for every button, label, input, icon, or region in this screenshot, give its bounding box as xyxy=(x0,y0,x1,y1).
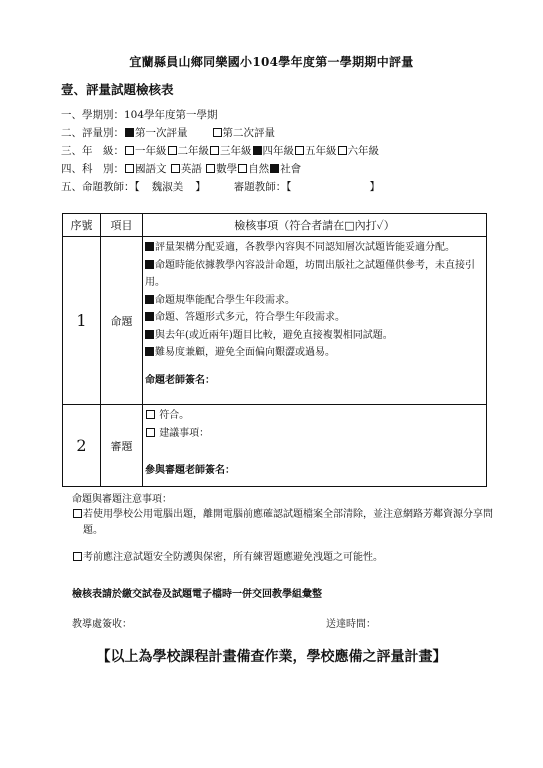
exam-line xyxy=(61,125,275,140)
receipt-label: 教導處簽收： xyxy=(72,619,132,630)
note-2: 考前應注意試題安全防護與保密，所有練習題應避免洩題之可能性。 xyxy=(72,548,383,563)
header-item: 項目 xyxy=(101,214,143,237)
exam-label: 二、評量別： xyxy=(61,127,124,139)
checkbox-icon xyxy=(146,428,155,437)
teacher-close: 】 xyxy=(195,181,206,193)
row2-item-1[interactable]: 符合。 xyxy=(145,407,484,425)
row1-label: 命題 xyxy=(101,237,143,405)
subject-label: 四、科 別： xyxy=(61,163,124,175)
row2-item-2[interactable]: 建議事項： xyxy=(145,425,484,443)
checkbox-icon xyxy=(146,410,155,419)
grade-line xyxy=(61,143,379,158)
semester-label: 一、學期別： xyxy=(61,109,124,121)
checked-box-icon xyxy=(145,260,154,269)
row1-signature: 命題老師簽名： xyxy=(145,374,215,386)
grade-6-label: 六年級 xyxy=(347,145,379,157)
row1-item-2[interactable]: 命題時能依據教學內容設計命題，坊間出版社之試題僅供參考，未直接引用。 xyxy=(145,259,475,288)
semester-line xyxy=(61,107,218,122)
submit-note: 檢核表請於繳交試卷及試題電子檔時一併交回教學組彙整 xyxy=(72,589,322,600)
reviewer-close: 】 xyxy=(369,181,380,193)
reviewer-label: 審題教師：【 xyxy=(233,181,292,193)
subject-line xyxy=(61,161,301,176)
grade-5-checkbox[interactable] xyxy=(295,146,304,155)
exam-option-1-label: 第一次評量 xyxy=(135,127,188,139)
subject-2-checkbox[interactable] xyxy=(171,164,180,173)
subject-3-label: 數學 xyxy=(216,163,238,175)
row2-items xyxy=(143,405,487,487)
subject-1-label: 國語文 xyxy=(135,163,167,175)
semester-value: 104學年度第一學期 xyxy=(124,109,218,121)
checked-box-icon xyxy=(145,347,154,356)
row2-signature: 參與審題老師簽名： xyxy=(145,465,235,476)
checked-box-icon xyxy=(145,330,154,339)
delivery-time-label: 送達時間： xyxy=(326,619,376,630)
grade-2-label: 二年級 xyxy=(177,145,209,157)
row2-number: 2 xyxy=(63,405,101,487)
exam-option-2-checkbox[interactable] xyxy=(213,128,222,137)
grade-4-label: 四年級 xyxy=(262,145,294,157)
checkbox-icon[interactable] xyxy=(73,509,82,518)
notes-heading: 命題與審題注意事項： xyxy=(72,494,172,505)
row1-item-5[interactable]: 與去年(或近兩年)題目比較，避免直接複製相同試題。 xyxy=(145,327,484,345)
document-title: 宜蘭縣員山鄉同樂國小104學年度第一學期期中評量 xyxy=(129,55,414,69)
grade-5-label: 五年級 xyxy=(305,145,337,157)
grade-1-checkbox[interactable] xyxy=(125,146,134,155)
exam-option-1-checkbox[interactable] xyxy=(125,128,134,137)
grade-6-checkbox[interactable] xyxy=(338,146,347,155)
subject-4-label: 自然 xyxy=(248,163,270,175)
checked-box-icon xyxy=(145,312,154,321)
checkbox-icon[interactable] xyxy=(73,552,82,561)
final-banner: 【以上為學校課程計畫備查作業，學校應備之評量計畫】 xyxy=(96,649,447,665)
subject-2-label: 英語 xyxy=(180,163,202,175)
checked-box-icon xyxy=(145,242,154,251)
grade-4-checkbox[interactable] xyxy=(253,146,262,155)
subject-4-checkbox[interactable] xyxy=(238,164,247,173)
row1-item-6[interactable]: 難易度兼顧，避免全面偏向艱澀或過易。 xyxy=(145,344,484,362)
header-index: 序號 xyxy=(63,214,101,237)
teacher-name: 魏淑美 xyxy=(151,181,184,193)
checklist-table xyxy=(62,213,487,487)
grade-label: 三、年 級： xyxy=(61,145,124,157)
exam-option-2-label: 第二次評量 xyxy=(222,127,275,139)
grade-2-checkbox[interactable] xyxy=(168,146,177,155)
grade-3-checkbox[interactable] xyxy=(210,146,219,155)
row1-number: 1 xyxy=(63,237,101,405)
row1-item-4[interactable]: 命題、答題形式多元，符合學生年段需求。 xyxy=(145,309,484,327)
checked-box-icon xyxy=(145,295,154,304)
subject-3-checkbox[interactable] xyxy=(206,164,215,173)
table-row-review xyxy=(63,405,487,487)
subject-5-label: 社會 xyxy=(280,163,302,175)
row1-item-1[interactable]: 評量架構分配妥適，各教學內容與不同認知層次試題皆能妥適分配。 xyxy=(145,239,484,257)
header-check-items: 檢核事項（符合者請在□內打✓） xyxy=(143,214,487,237)
grade-1-label: 一年級 xyxy=(135,145,167,157)
section-heading: 壹、評量試題檢核表 xyxy=(61,82,174,97)
teacher-label: 五、命題教師：【 xyxy=(61,181,140,193)
subject-1-checkbox[interactable] xyxy=(125,164,134,173)
note-1: 若使用學校公用電腦出題，離開電腦前應確認試題檔案全部清除，並注意網路芳鄰資源分享問題。 xyxy=(72,507,497,539)
grade-3-label: 三年級 xyxy=(220,145,252,157)
teacher-line xyxy=(61,179,380,194)
table-header-row xyxy=(63,214,487,237)
subject-5-checkbox[interactable] xyxy=(270,164,279,173)
row1-items xyxy=(143,237,487,405)
row2-label: 審題 xyxy=(101,405,143,487)
table-row-proposition xyxy=(63,237,487,405)
row1-item-3[interactable]: 命題規準能配合學生年段需求。 xyxy=(145,292,484,310)
